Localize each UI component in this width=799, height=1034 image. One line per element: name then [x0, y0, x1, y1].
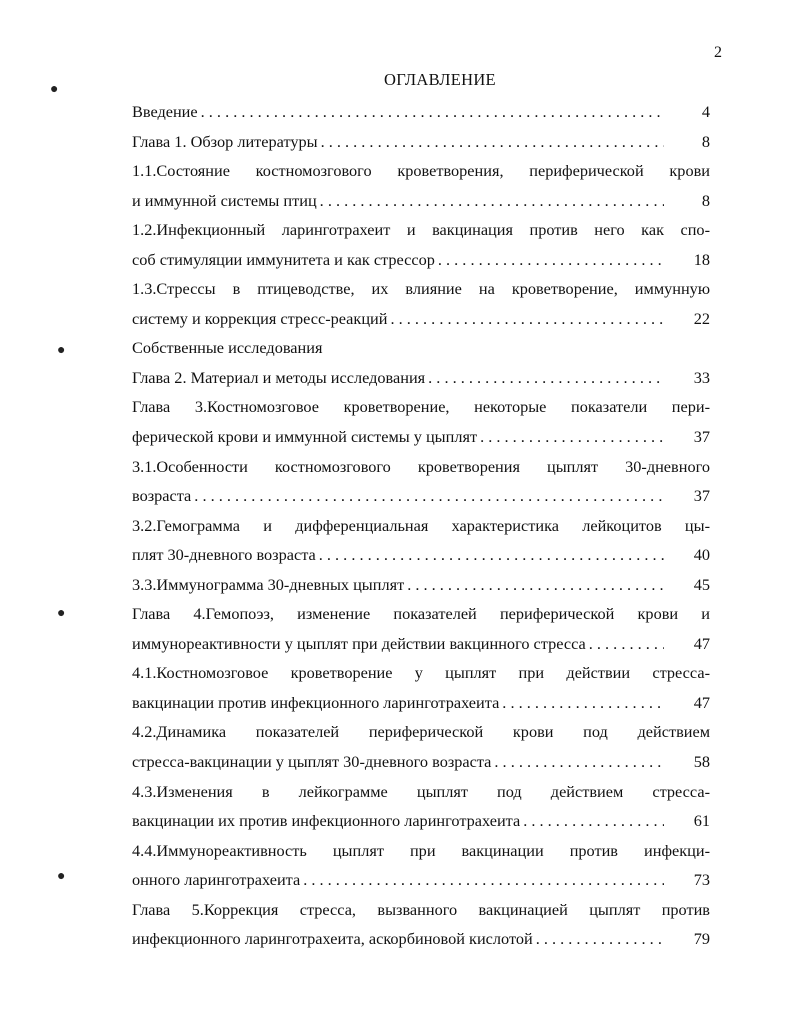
toc-entry-text: плят 30-дневного возраста [132, 545, 316, 565]
toc-page-number: 58 [693, 752, 710, 772]
toc-entry-line: 4.3.Изменения в лейкограмме цыплят под действием стресса- [132, 781, 710, 801]
toc-entry-text: вакцинации против инфекционного ларинготрахеита [132, 692, 500, 712]
toc-entry-text: иммунореактивности у цыплят при действии вакцинного стресса [132, 633, 586, 653]
toc-entry-line: 4.1.Костномозговое кроветворение у цыплят при действии стресса- [132, 663, 710, 683]
toc-entry [132, 422, 710, 452]
toc-page-number: 73 [693, 870, 710, 890]
toc-page-number: 4 [701, 102, 710, 121]
dot-leader [390, 304, 664, 334]
toc-entry-line: 1.3.Стрессы в птицеводстве, их влияние на кроветворение, иммунную [132, 279, 710, 299]
dot-leader [438, 245, 664, 275]
scan-mark-4: ● [57, 869, 66, 884]
dot-leader [502, 688, 664, 718]
toc-page-number: 8 [701, 190, 710, 210]
toc-entry [132, 924, 710, 954]
toc-entry-line: 3.1.Особенности костномозгового кроветворения цыплят 30-дневного [132, 456, 710, 476]
dot-leader [321, 127, 664, 157]
toc-page-number: 18 [693, 249, 710, 269]
scan-mark-3: ● [57, 606, 66, 621]
toc-page-number: 8 [701, 131, 710, 151]
toc-entry [132, 806, 710, 836]
toc-page-number: 47 [693, 633, 710, 653]
toc-page-number: 47 [693, 692, 710, 712]
toc-page-number: 22 [693, 308, 710, 328]
toc-entry-line: 1.1.Состояние костномозгового кроветворения, периферической крови [132, 161, 710, 181]
toc-entry-line: 4.2.Динамика показателей периферической крови под действием [132, 722, 710, 742]
dot-leader [407, 570, 664, 600]
toc-entry-text: онного ларинготрахеита [132, 870, 301, 890]
toc-entry-text: вакцинации их против инфекционного ларинготрахеита [132, 811, 521, 831]
toc-title: ОГЛАВЛЕНИЕ [384, 70, 496, 89]
dot-leader [320, 186, 664, 216]
dot-leader [536, 924, 664, 954]
toc-entry [132, 127, 710, 157]
toc-entry-line: Глава 3.Костномозговое кроветворение, некоторые показатели пери- [132, 397, 710, 417]
dot-leader [303, 865, 664, 895]
toc-entry-text: и иммунной системы птиц [132, 190, 317, 210]
toc-page-number: 61 [693, 811, 710, 831]
dot-leader [428, 363, 664, 393]
toc-entry [132, 97, 710, 127]
toc-entry [132, 629, 710, 659]
dot-leader [201, 97, 664, 127]
toc-entry-text: Глава 1. Обзор литературы [132, 131, 318, 151]
toc-entry-text: Введение [132, 102, 198, 121]
dot-leader [589, 629, 664, 659]
dot-leader [480, 422, 664, 452]
toc-entry [132, 865, 710, 895]
dot-leader [194, 481, 664, 511]
toc-entry [132, 688, 710, 718]
toc-page-number: 40 [693, 545, 710, 565]
toc-page-number: 33 [693, 367, 710, 387]
scan-mark-2: ● [57, 343, 66, 358]
dot-leader [523, 806, 664, 836]
page-number: 2 [714, 44, 722, 61]
toc-entry [132, 481, 710, 511]
toc-section-heading: Собственные исследования [132, 338, 323, 358]
toc-entry-line: 1.2.Инфекционный ларинготрахеит и вакцинация против него как спо- [132, 220, 710, 240]
toc-entry-text: ферической крови и иммунной системы у цыплят [132, 427, 478, 447]
toc-page-number: 37 [693, 486, 710, 506]
toc-entry-text: систему и коррекция стресс-реакций [132, 308, 388, 328]
scan-mark-1: ● [50, 82, 59, 97]
toc-entry-line: 3.2.Гемограмма и дифференциальная характеристика лейкоцитов цы- [132, 515, 710, 535]
toc-entry [132, 186, 710, 216]
toc-entry-text: Глава 2. Материал и методы исследования [132, 367, 426, 387]
toc-page-number: 45 [693, 574, 710, 594]
toc-entry [132, 363, 710, 393]
toc-entry-text: соб стимуляции иммунитета и как стрессор [132, 249, 435, 269]
toc-entry-text: возраста [132, 486, 192, 506]
toc-entry-text: инфекционного ларинготрахеита, аскорбиновой кислотой [132, 929, 533, 949]
toc-entry [132, 747, 710, 777]
toc-entry-line: Глава 5.Коррекция стресса, вызванного вакцинацией цыплят против [132, 899, 710, 919]
table-of-contents [132, 97, 710, 954]
toc-entry [132, 570, 710, 600]
toc-entry-line: 4.4.Иммунореактивность цыплят при вакцинации против инфекци- [132, 840, 710, 860]
toc-entry [132, 245, 710, 275]
toc-entry-line: Глава 4.Гемопоэз, изменение показателей периферической крови и [132, 604, 710, 624]
toc-entry [132, 304, 710, 334]
toc-entry [132, 540, 710, 570]
toc-page-number: 79 [693, 929, 710, 949]
toc-entry-text: стресса-вакцинации у цыплят 30-дневного возраста [132, 752, 492, 772]
toc-entry-text: 3.3.Иммунограмма 30-дневных цыплят [132, 574, 405, 594]
dot-leader [494, 747, 664, 777]
dot-leader [319, 540, 664, 570]
toc-page-number: 37 [693, 427, 710, 447]
